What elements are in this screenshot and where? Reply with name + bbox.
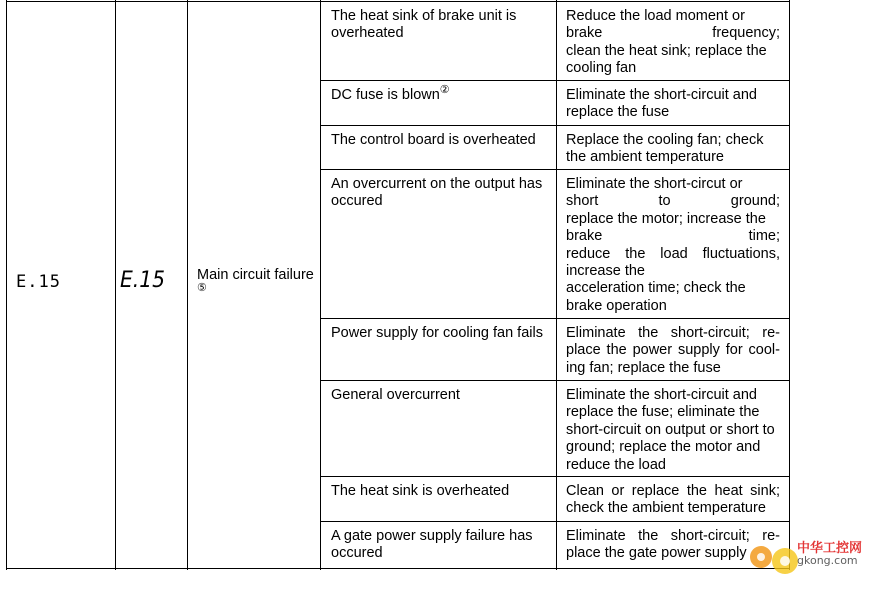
row-cause (331, 84, 551, 104)
remedy-line: the ambient temperature (566, 149, 724, 166)
remedy-line: clean the heat sink; replace the (566, 42, 767, 59)
remedy-line: Replace the cooling fan; check (566, 132, 764, 148)
remedy-line: increase the (566, 263, 645, 280)
row-divider (320, 125, 790, 126)
footnote-mark: ② (439, 84, 450, 97)
fault-code: E.15 (16, 272, 61, 292)
remedy-line: Clean or replace the heat sink; (566, 483, 780, 499)
remedy-line: reduce the load (566, 456, 666, 473)
row-remedy (566, 87, 780, 122)
column-divider-1 (115, 0, 116, 570)
cause-line: overheated (331, 25, 404, 42)
table-border-top (6, 1, 790, 2)
watermark (745, 533, 875, 583)
column-divider-2 (187, 0, 188, 570)
row-remedy (566, 8, 780, 78)
remedy-line: Eliminate the short-circuit and (566, 387, 757, 403)
row-divider (320, 169, 790, 170)
remedy-line: brake operation (566, 297, 667, 314)
row-divider (320, 380, 790, 381)
fault-description (197, 267, 315, 302)
remedy-line: short to ground; (566, 193, 780, 210)
remedy-line: Eliminate the short-circuit; re- (566, 325, 780, 341)
watermark-domain: gkong.com (797, 554, 858, 567)
row-divider (320, 476, 790, 477)
row-divider (320, 80, 790, 81)
remedy-line: check the ambient temperature (566, 500, 766, 517)
table-border-bottom (6, 568, 790, 569)
fault-table (6, 0, 790, 570)
remedy-line: place the power supply for cool- (566, 342, 780, 359)
cause-line: The heat sink is overheated (331, 483, 510, 499)
row-cause (331, 8, 551, 43)
column-divider-4 (556, 0, 557, 570)
fault-description-text: Main circuit failure (197, 267, 314, 283)
remedy-line: short-circuit on output or short to (566, 421, 775, 438)
cause-line: An overcurrent on the output has (331, 176, 543, 192)
remedy-line: ground; replace the motor and (566, 439, 761, 456)
row-cause (331, 325, 551, 342)
table-border-left (6, 0, 7, 570)
remedy-line: Eliminate the short-circut or (566, 176, 743, 192)
cause-line: occured (331, 545, 383, 562)
remedy-line: Reduce the load moment or (566, 8, 745, 24)
row-remedy (566, 387, 780, 474)
remedy-line: replace the motor; increase the (566, 210, 766, 227)
display-code: E.15 (120, 268, 165, 293)
cause-line: A gate power supply failure has (331, 528, 533, 544)
cause-line: DC fuse is blown② (331, 84, 450, 103)
cause-line: The control board is overheated (331, 132, 536, 148)
footnote-mark: ⑤ (197, 281, 207, 294)
remedy-line: Eliminate the short-circuit; re- (566, 528, 780, 544)
cause-line: Power supply for cooling fan fails (331, 325, 543, 341)
remedy-line: brake frequency; (566, 25, 780, 42)
remedy-line: replace the fuse (566, 104, 670, 121)
row-divider (320, 521, 790, 522)
remedy-line: place the gate power supply (566, 545, 747, 562)
row-remedy (566, 132, 780, 167)
cause-line: The heat sink of brake unit is (331, 8, 517, 24)
row-cause (331, 132, 551, 149)
remedy-line: ing fan; replace the fuse (566, 359, 721, 376)
column-divider-3 (320, 0, 321, 570)
row-cause (331, 483, 551, 500)
remedy-line: cooling fan (566, 60, 637, 77)
row-divider (320, 318, 790, 319)
cause-line: occured (331, 193, 383, 210)
remedy-line: Eliminate the short-circuit and (566, 87, 757, 103)
row-remedy (566, 483, 780, 518)
row-cause (331, 387, 551, 404)
remedy-line: brake time; (566, 228, 780, 245)
table-border-right (789, 0, 790, 570)
row-remedy (566, 176, 780, 315)
cause-line: General overcurrent (331, 387, 460, 403)
watermark-brand: 中华工控网 (797, 541, 863, 556)
remedy-line: reduce the load fluctuations, (566, 245, 780, 262)
row-cause (331, 528, 551, 563)
row-cause (331, 176, 551, 211)
remedy-line: replace the fuse; eliminate the (566, 404, 760, 421)
row-remedy (566, 325, 780, 377)
remedy-line: acceleration time; check the (566, 280, 746, 297)
